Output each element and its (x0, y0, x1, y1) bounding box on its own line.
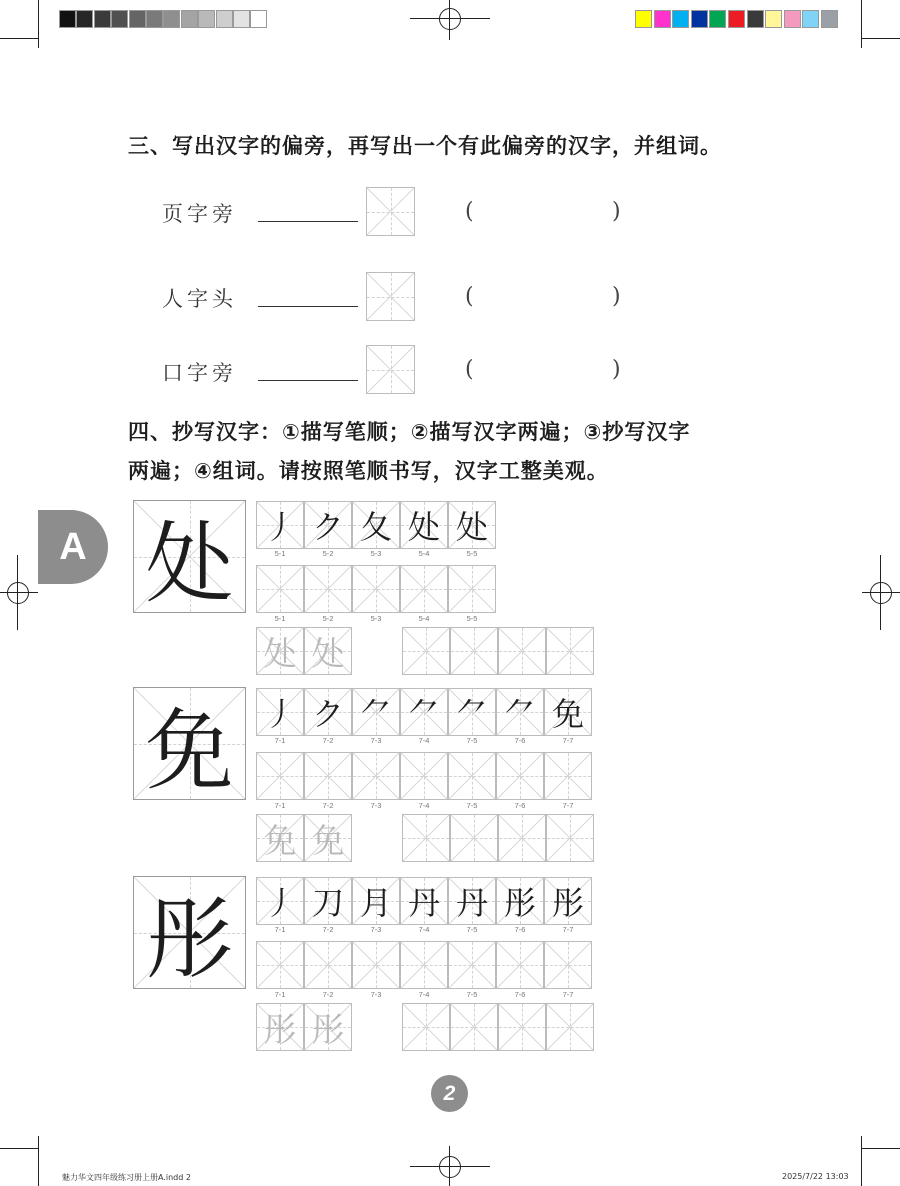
section-4-heading: 两遍；④组词。请按照笔顺书写，汉字工整美观。 (128, 459, 609, 483)
color-swatch (728, 10, 745, 28)
stroke-order-cell[interactable] (256, 877, 304, 925)
stroke-order-label: 7-7 (562, 990, 574, 999)
character-glyph: 丿 (263, 508, 296, 546)
stroke-order-cell[interactable] (352, 877, 400, 925)
stroke-order-label: 5-1 (274, 549, 286, 558)
crop-mark (862, 1148, 900, 1149)
stroke-order-cell[interactable] (304, 501, 352, 549)
stroke-practice-cell[interactable] (448, 752, 496, 800)
stroke-practice-cell[interactable] (256, 565, 304, 613)
copy-character-cell[interactable] (546, 1003, 594, 1051)
color-swatch (709, 10, 726, 28)
stroke-practice-cell[interactable] (448, 941, 496, 989)
gray-swatch (250, 10, 267, 28)
stroke-order-label: 7-5 (466, 990, 478, 999)
copy-character-cell[interactable] (450, 1003, 498, 1051)
gray-swatch (146, 10, 163, 28)
footer-file-info: 魅力华文四年级练习册上册A.indd 2 (62, 1173, 191, 1182)
character-glyph: 免 (263, 820, 297, 860)
copy-character-cell[interactable] (498, 1003, 546, 1051)
color-swatch (784, 10, 801, 28)
stroke-order-label: 7-3 (370, 925, 382, 934)
stroke-order-label: 7-1 (274, 925, 286, 934)
character-glyph: 刀 (311, 884, 344, 922)
footer-timestamp: 2025/7/22 13:03 (782, 1172, 849, 1181)
copy-character-cell[interactable] (498, 627, 546, 675)
character-glyph: 处 (263, 633, 297, 673)
answer-blank[interactable] (258, 306, 358, 307)
section-badge: A (38, 510, 108, 584)
paren-open: ( (465, 284, 474, 309)
section-4-heading: 四、抄写汉字：①描写笔顺；②描写汉字两遍；③抄写汉字 (128, 420, 691, 444)
section-3-heading: 三、写出汉字的偏旁，再写出一个有此偏旁的汉字，并组词。 (128, 134, 722, 158)
gray-swatch (76, 10, 93, 28)
stroke-practice-cell[interactable] (400, 752, 448, 800)
stroke-order-label: 5-5 (466, 614, 478, 623)
character-glyph: 免 (551, 695, 584, 733)
character-glyph: 月 (359, 884, 392, 922)
copy-character-cell[interactable] (546, 627, 594, 675)
trace-character-cell[interactable] (256, 814, 304, 862)
character-glyph: 丹 (455, 884, 488, 922)
trace-character-cell[interactable] (256, 1003, 304, 1051)
character-glyph: 处 (455, 508, 488, 546)
gray-swatch (111, 10, 128, 28)
page-number: 2 (431, 1075, 468, 1112)
stroke-practice-cell[interactable] (256, 752, 304, 800)
stroke-order-label: 7-5 (466, 736, 478, 745)
crop-mark (861, 0, 862, 48)
character-glyph: 免 (311, 820, 345, 860)
character-glyph: 处 (407, 508, 440, 546)
crop-mark (861, 1136, 862, 1186)
gray-swatch (163, 10, 180, 28)
copy-character-cell[interactable] (450, 814, 498, 862)
stroke-order-label: 5-1 (274, 614, 286, 623)
stroke-order-cell[interactable] (304, 877, 352, 925)
character-glyph: ⺈ (359, 695, 392, 733)
stroke-order-label: 7-2 (322, 990, 334, 999)
stroke-order-label: 7-2 (322, 801, 334, 810)
stroke-order-label: 7-4 (418, 925, 430, 934)
stroke-practice-cell[interactable] (352, 752, 400, 800)
crop-mark (0, 38, 38, 39)
gray-swatch (129, 10, 146, 28)
writing-cell[interactable] (366, 345, 415, 394)
stroke-order-label: 7-1 (274, 736, 286, 745)
stroke-order-cell[interactable] (544, 688, 592, 736)
stroke-order-label: 7-5 (466, 801, 478, 810)
gray-swatch (94, 10, 111, 28)
trace-character-cell[interactable] (304, 1003, 352, 1051)
stroke-order-label: 5-4 (418, 614, 430, 623)
stroke-order-cell[interactable] (544, 877, 592, 925)
color-swatch (691, 10, 708, 28)
stroke-practice-cell[interactable] (448, 565, 496, 613)
character-glyph: 彤 (145, 887, 234, 989)
stroke-order-cell[interactable] (496, 877, 544, 925)
trace-character-cell[interactable] (256, 627, 304, 675)
model-character-cell[interactable] (133, 500, 246, 613)
copy-character-cell[interactable] (402, 627, 450, 675)
stroke-order-label: 7-3 (370, 736, 382, 745)
stroke-order-label: 5-3 (370, 549, 382, 558)
stroke-order-label: 7-7 (562, 801, 574, 810)
stroke-practice-cell[interactable] (496, 941, 544, 989)
color-swatch (747, 10, 764, 28)
color-swatch (672, 10, 689, 28)
stroke-order-label: 7-6 (514, 801, 526, 810)
stroke-order-label: 5-2 (322, 549, 334, 558)
stroke-order-label: 5-4 (418, 549, 430, 558)
character-glyph: ク (311, 508, 344, 546)
character-glyph: 彤 (551, 884, 584, 922)
model-character-cell[interactable] (133, 687, 246, 800)
stroke-order-label: 7-6 (514, 736, 526, 745)
stroke-practice-cell[interactable] (352, 941, 400, 989)
gray-swatch (181, 10, 198, 28)
color-swatch (635, 10, 652, 28)
stroke-order-label: 7-5 (466, 925, 478, 934)
copy-character-cell[interactable] (402, 1003, 450, 1051)
character-glyph: 处 (145, 511, 234, 613)
color-swatch (802, 10, 819, 28)
stroke-order-label: 7-2 (322, 736, 334, 745)
radical-label: 页字旁 (162, 202, 237, 226)
character-glyph: ク (311, 695, 344, 733)
gray-swatch (233, 10, 250, 28)
stroke-order-label: 5-3 (370, 614, 382, 623)
stroke-order-cell[interactable] (448, 501, 496, 549)
stroke-practice-cell[interactable] (352, 565, 400, 613)
character-glyph: 彤 (263, 1009, 297, 1049)
stroke-order-label: 7-4 (418, 736, 430, 745)
crop-mark (0, 1148, 38, 1149)
character-glyph: 丹 (407, 884, 440, 922)
answer-blank[interactable] (258, 221, 358, 222)
color-swatch (654, 10, 671, 28)
stroke-practice-cell[interactable] (256, 941, 304, 989)
character-glyph: 免 (145, 698, 234, 800)
paren-close: ) (612, 357, 621, 382)
crop-mark (862, 38, 900, 39)
stroke-order-cell[interactable] (400, 877, 448, 925)
stroke-practice-cell[interactable] (496, 752, 544, 800)
stroke-practice-cell[interactable] (304, 752, 352, 800)
stroke-order-cell[interactable] (304, 688, 352, 736)
stroke-order-label: 7-4 (418, 801, 430, 810)
stroke-practice-cell[interactable] (304, 565, 352, 613)
crop-mark (38, 0, 39, 48)
writing-cell[interactable] (366, 272, 415, 321)
stroke-order-label: 5-2 (322, 614, 334, 623)
character-glyph: 丿 (263, 695, 296, 733)
character-glyph: ⺈ (407, 695, 440, 733)
stroke-order-label: 7-6 (514, 990, 526, 999)
copy-character-cell[interactable] (402, 814, 450, 862)
copy-character-cell[interactable] (450, 627, 498, 675)
character-glyph: ⺈ (455, 695, 488, 733)
answer-blank[interactable] (258, 380, 358, 381)
paren-close: ) (612, 199, 621, 224)
stroke-practice-cell[interactable] (400, 941, 448, 989)
paren-open: ( (465, 199, 474, 224)
stroke-order-label: 7-7 (562, 736, 574, 745)
stroke-order-label: 7-4 (418, 990, 430, 999)
stroke-order-cell[interactable] (448, 688, 496, 736)
stroke-practice-cell[interactable] (304, 941, 352, 989)
radical-label: 人字头 (162, 287, 237, 311)
copy-character-cell[interactable] (546, 814, 594, 862)
character-glyph: 夂 (359, 508, 392, 546)
gray-swatch (216, 10, 233, 28)
stroke-order-cell[interactable] (448, 877, 496, 925)
crop-mark (38, 1136, 39, 1186)
stroke-practice-cell[interactable] (400, 565, 448, 613)
copy-character-cell[interactable] (498, 814, 546, 862)
color-swatch (765, 10, 782, 28)
writing-cell[interactable] (366, 187, 415, 236)
model-character-cell[interactable] (133, 876, 246, 989)
radical-label: 口字旁 (162, 361, 237, 385)
stroke-order-cell[interactable] (400, 501, 448, 549)
stroke-order-cell[interactable] (352, 688, 400, 736)
trace-character-cell[interactable] (304, 627, 352, 675)
stroke-order-label: 7-2 (322, 925, 334, 934)
stroke-order-label: 7-1 (274, 990, 286, 999)
paren-open: ( (465, 357, 474, 382)
trace-character-cell[interactable] (304, 814, 352, 862)
color-swatch (821, 10, 838, 28)
stroke-order-label: 7-3 (370, 801, 382, 810)
gray-swatch (59, 10, 76, 28)
stroke-order-cell[interactable] (400, 688, 448, 736)
stroke-order-cell[interactable] (352, 501, 400, 549)
character-glyph: ⺈ (503, 695, 536, 733)
stroke-order-cell[interactable] (256, 688, 304, 736)
stroke-practice-cell[interactable] (544, 752, 592, 800)
character-glyph: 彤 (503, 884, 536, 922)
stroke-order-label: 7-6 (514, 925, 526, 934)
character-glyph: 丿 (263, 884, 296, 922)
stroke-order-label: 5-5 (466, 549, 478, 558)
paren-close: ) (612, 284, 621, 309)
stroke-order-cell[interactable] (496, 688, 544, 736)
stroke-order-label: 7-1 (274, 801, 286, 810)
stroke-order-label: 7-3 (370, 990, 382, 999)
character-glyph: 处 (311, 633, 345, 673)
stroke-order-cell[interactable] (256, 501, 304, 549)
stroke-practice-cell[interactable] (544, 941, 592, 989)
stroke-order-label: 7-7 (562, 925, 574, 934)
character-glyph: 彤 (311, 1009, 345, 1049)
gray-swatch (198, 10, 215, 28)
